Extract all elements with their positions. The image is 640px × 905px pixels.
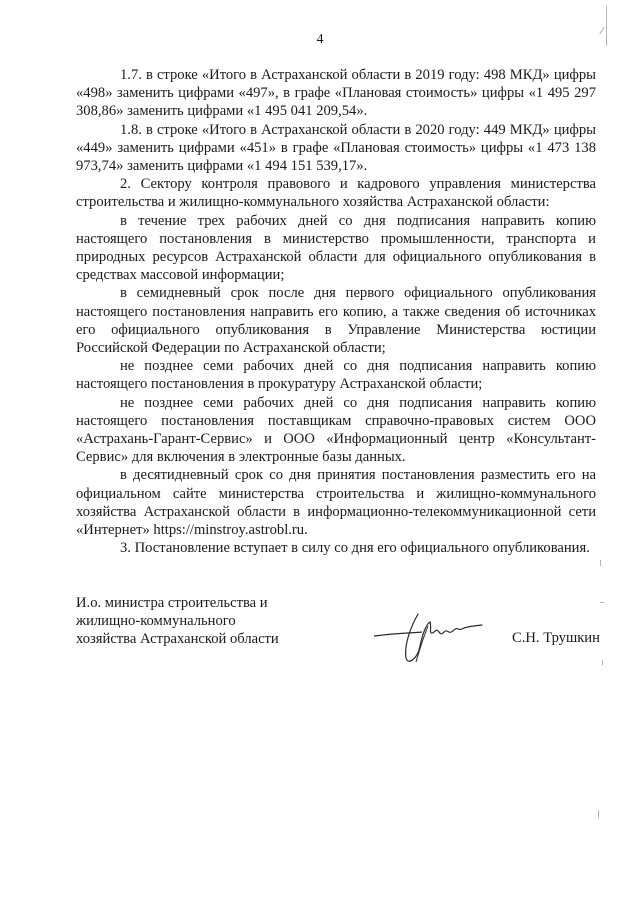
paragraph-2-item-2: в семидневный срок после дня первого официального опубликования настоящего постановления направить его копию, а также сведения об источниках его официального опубликования в Управление Министерства юстиции Российской Федерации по Астраханской области; <box>76 285 596 357</box>
scan-artifact <box>600 560 601 566</box>
scan-artifact <box>606 6 607 46</box>
scan-artifact <box>598 810 599 818</box>
scan-artifact <box>602 660 603 665</box>
scan-artifact <box>600 602 604 603</box>
signatory-name: С.Н. Трушкин <box>512 630 600 646</box>
document-body <box>76 66 596 557</box>
signatory-position-line: И.о. министра строительства и <box>76 595 268 611</box>
signatory-position-line: жилищно-коммунального <box>76 613 236 630</box>
paragraph-2: 2. Сектору контроля правового и кадрового управления министерства строительства и жилищно-коммунального хозяйства Астраханской области: <box>76 176 596 211</box>
signatory-position <box>76 594 279 649</box>
paragraph-3: 3. Постановление вступает в силу со дня его официального опубликования. <box>120 540 590 557</box>
paragraph-2-item-1: в течение трех рабочих дней со дня подписания направить копию настоящего постановления в министерство промышленности, транспорта и природных ресурсов Астраханской области для официального опубликования в средствах массовой информации; <box>76 212 596 284</box>
paragraph-1-7: 1.7. в строке «Итого в Астраханской области в 2019 году: 498 МКД» цифры «498» заменить цифрами «497», в графе «Плановая стоимость» цифры «1 495 297 308,86» заменить цифрами «1 495 041 209,54». <box>76 67 596 120</box>
page-number: 4 <box>316 32 324 47</box>
signatory-position-line: хозяйства Астраханской области <box>76 631 279 648</box>
paragraph-2-item-5: в десятидневный срок со дня принятия постановления разместить его на официальном сайте министерства строительства и жилищно-коммунального хозяйства Астраханской области в информационно-телекоммуникационной сети «Интернет» https://minstroy.astrobl.ru. <box>76 467 596 539</box>
paragraph-2-item-4: не позднее семи рабочих дней со дня подписания направить копию настоящего постановления поставщикам справочно-правовых систем ООО «Астрахань-Гарант-Сервис» и ООО «Информационный центр «Консультант-Сервис» для включения в электронные базы данных. <box>76 394 596 466</box>
paragraph-2-item-3: не позднее семи рабочих дней со дня подписания направить копию настоящего постановления в прокуратуру Астраханской области; <box>76 358 596 393</box>
paragraph-1-8: 1.8. в строке «Итого в Астраханской области в 2020 году: 449 МКД» цифры «449» заменить цифрами «451» в графе «Плановая стоимость» цифры «1 473 138 973,74» заменить цифрами «1 494 151 539,17». <box>76 121 596 175</box>
handwritten-signature <box>370 606 510 668</box>
